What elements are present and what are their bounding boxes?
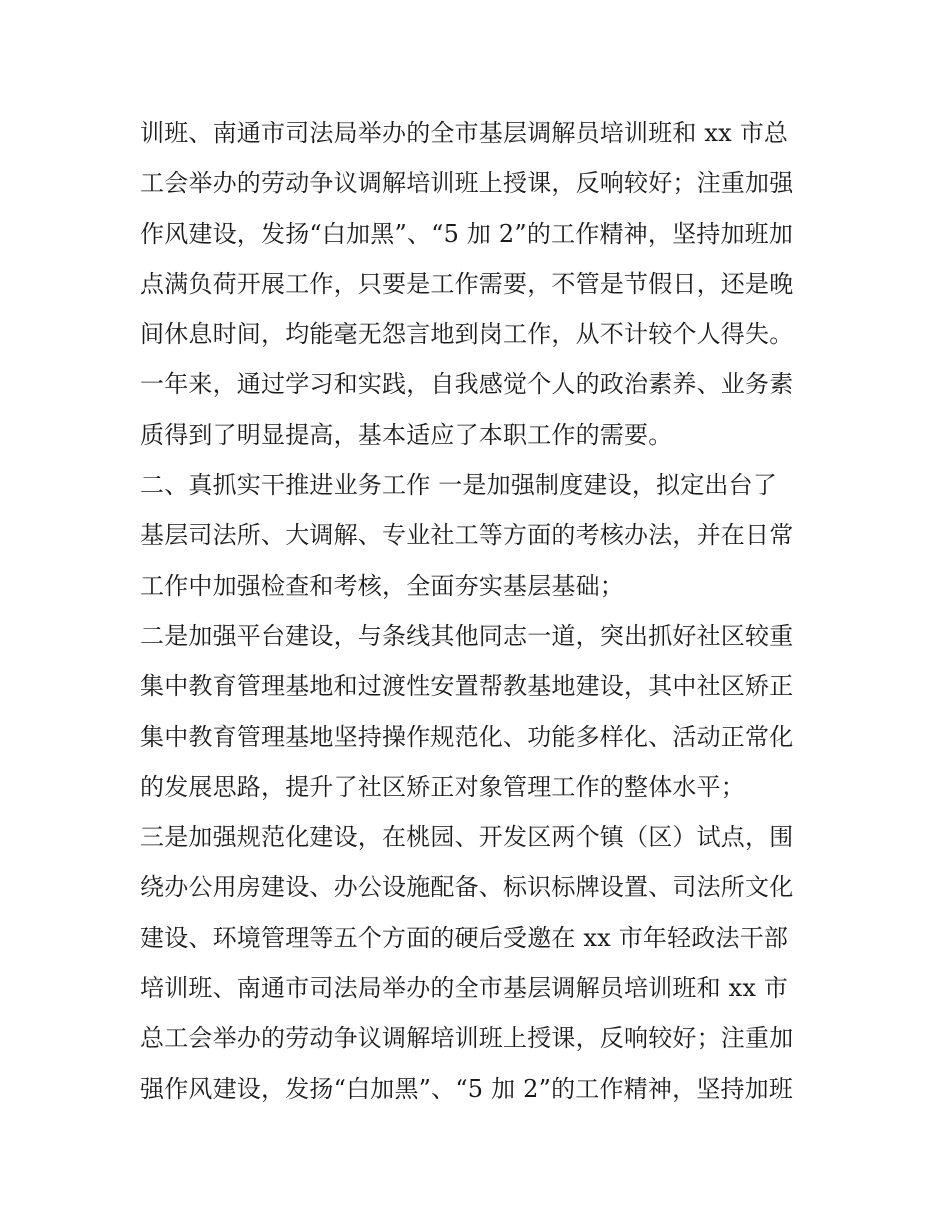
text-line: 工作中加强检查和考核，全面夯实基层基础； [140,571,624,600]
text-line: 集中教育管理基地和过渡性安置帮教基地建设，其中社区矫正 [140,672,794,701]
text-line: 间休息时间，均能毫无怨言地到岗工作，从不计较个人得失。 [140,320,794,349]
text-line: 一年来，通过学习和实践，自我感觉个人的政治素养、业务素 [140,370,794,399]
text-line: 训班、南通市司法局举办的全市基层调解员培训班和 xx 市总 [140,119,789,147]
text-line: 二、真抓实干推进业务工作 一是加强制度建设，拟定出台了 [140,471,778,500]
text-line: 点满负荷开展工作，只要是工作需要，不管是节假日，还是晚 [140,269,794,298]
text-line: 培训班、南通市司法局举办的全市基层调解员培训班和 xx 市 [140,974,789,1003]
body-text [140,108,830,1114]
text-line: 集中教育管理基地坚持操作规范化、功能多样化、活动正常化 [140,722,794,751]
text-line: 总工会举办的劳动争议调解培训班上授课，反响较好；注重加 [140,1024,794,1053]
text-line: 的发展思路，提升了社区矫正对象管理工作的整体水平； [140,772,745,801]
text-line: 绕办公用房建设、办公设施配备、标识标牌设置、司法所文化 [140,873,794,902]
text-line: 基层司法所、大调解、专业社工等方面的考核办法，并在日常 [140,521,794,550]
text-line: 三是加强规范化建设，在桃园、开发区两个镇（区）试点，围 [140,823,794,852]
text-line: 建设、环境管理等五个方面的硬后受邀在 xx 市年轻政法干部 [140,923,789,952]
text-line: 工会举办的劳动争议调解培训班上授课，反响较好；注重加强 [140,169,794,198]
text-line: 作风建设，发扬“白加黑”、“5 加 2”的工作精神，坚持加班加 [140,219,794,248]
text-line: 二是加强平台建设，与条线其他同志一道，突出抓好社区较重 [140,621,794,650]
text-line: 质得到了明显提高，基本适应了本职工作的需要。 [140,420,673,449]
text-line: 强作风建设，发扬“白加黑”、“5 加 2”的工作精神，坚持加班 [140,1074,794,1103]
